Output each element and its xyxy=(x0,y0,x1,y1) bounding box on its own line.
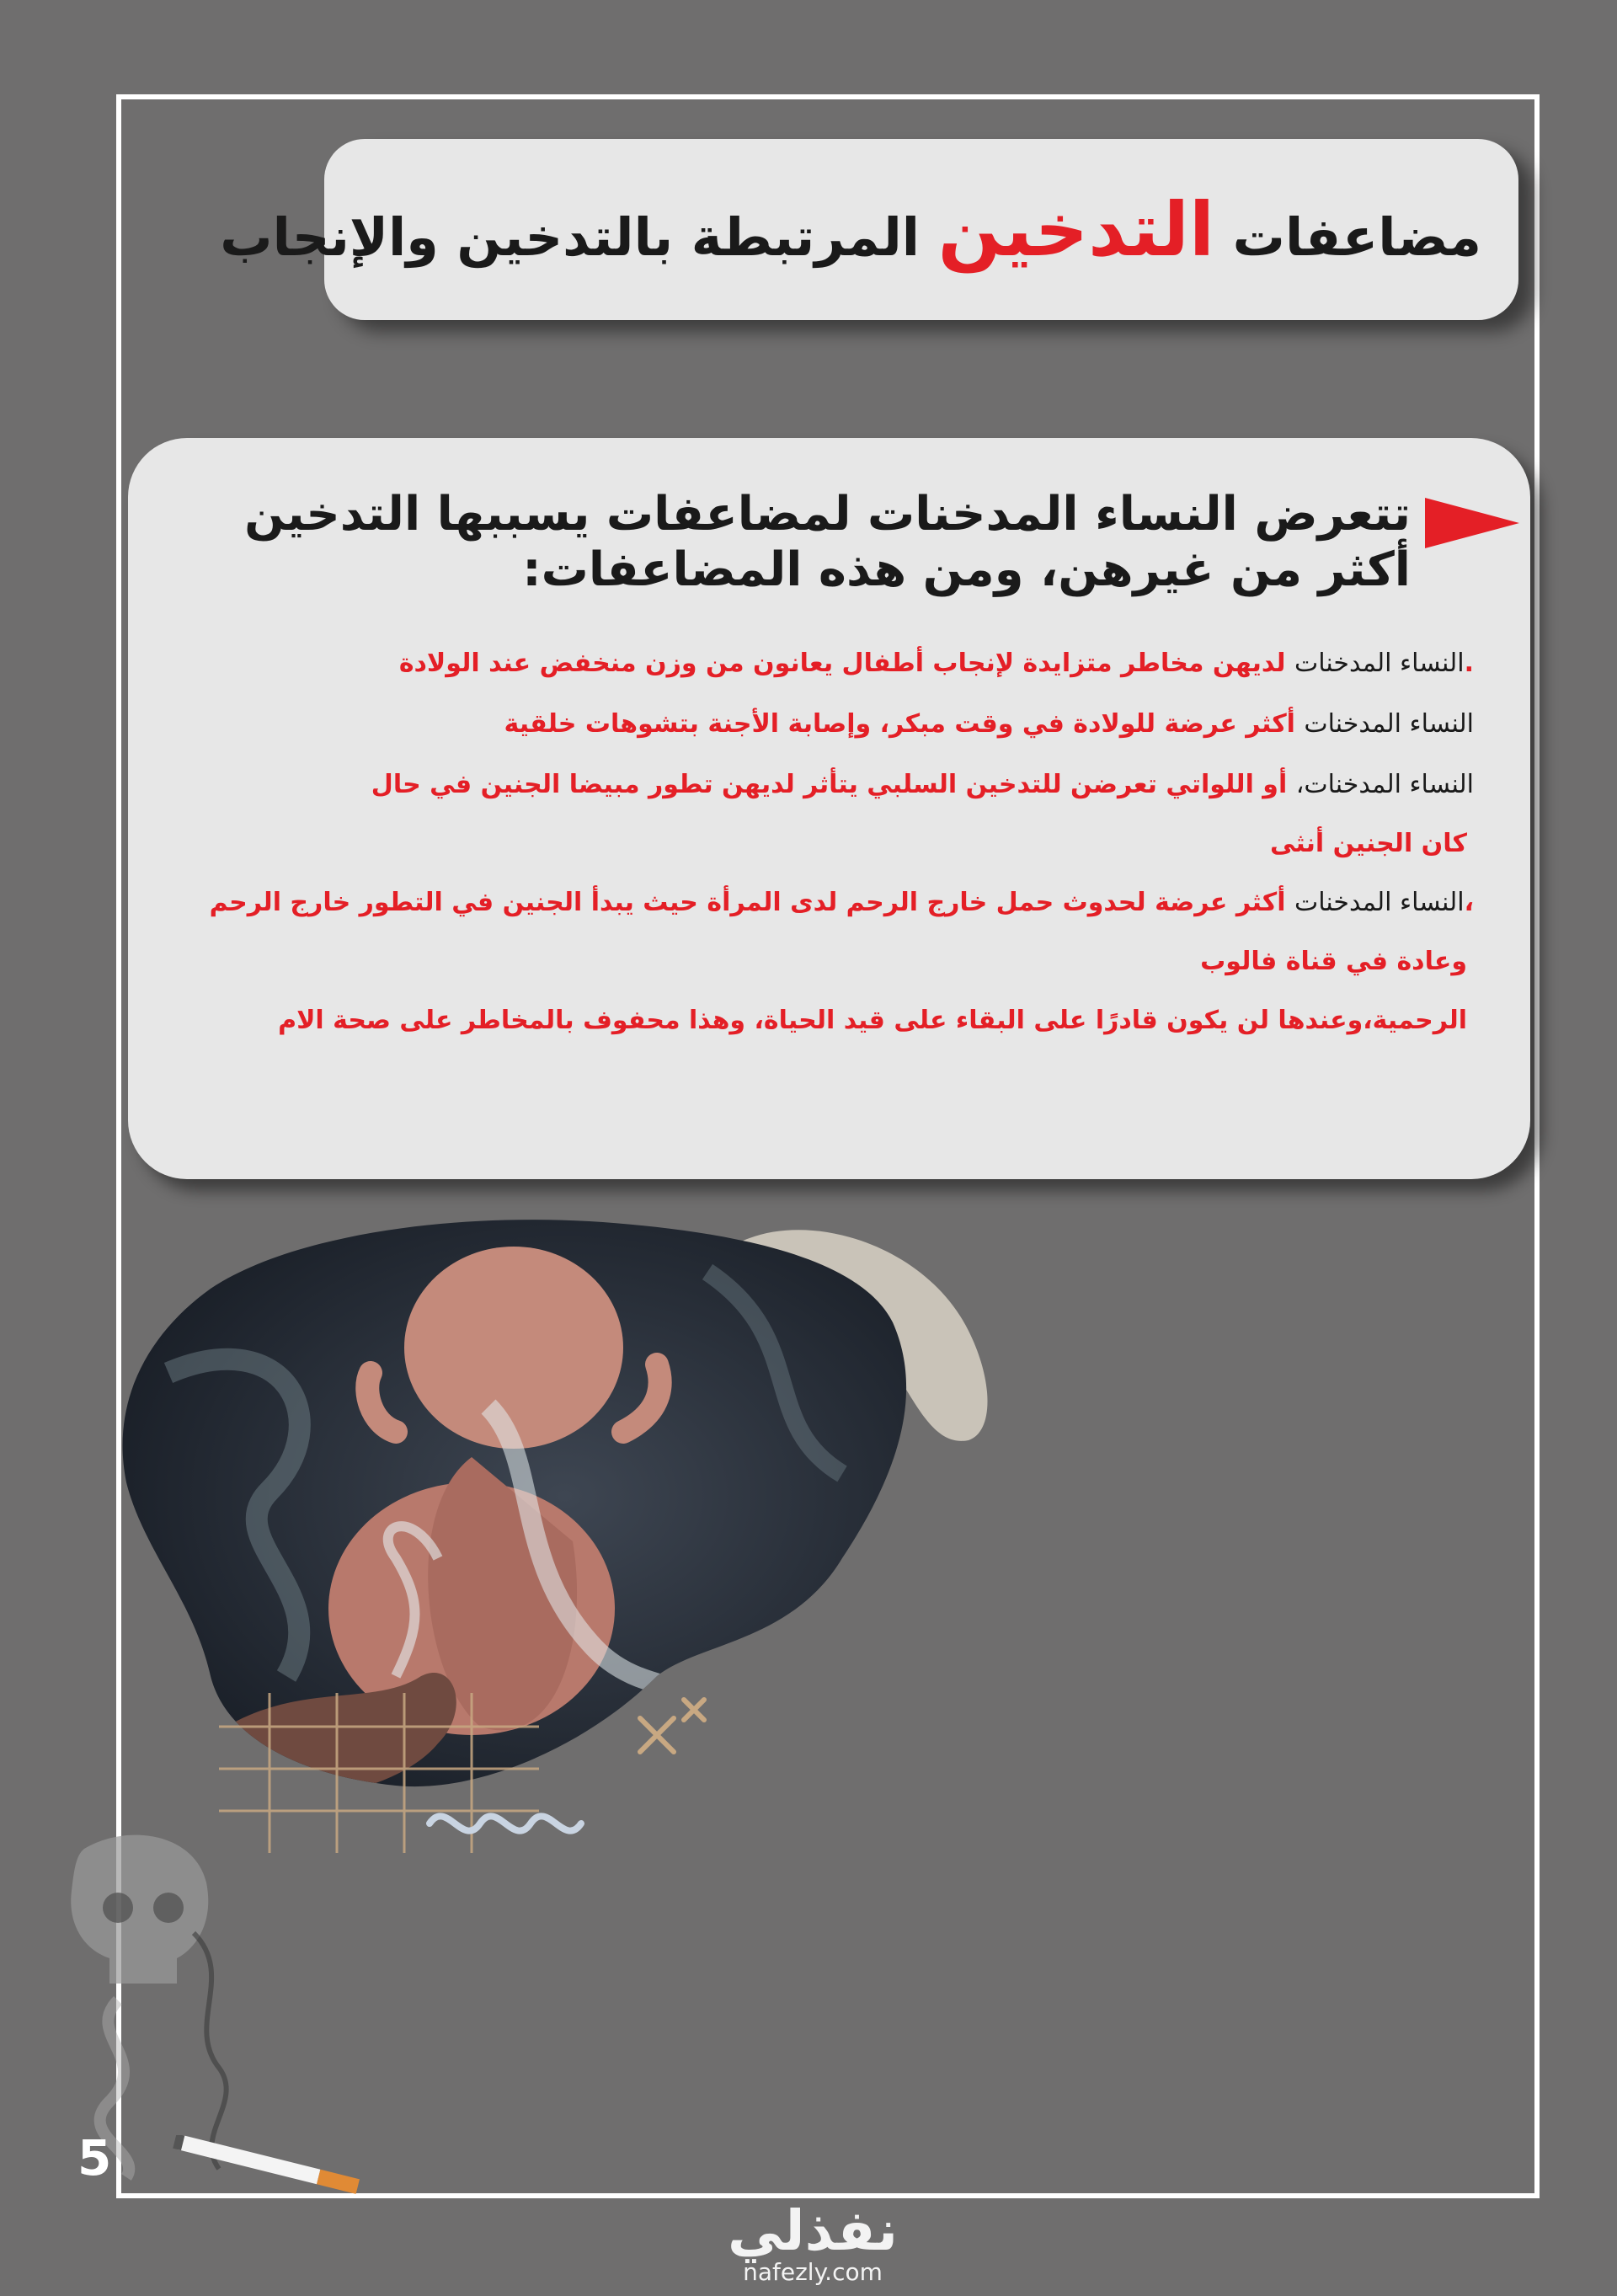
title-start: مضاعفات xyxy=(1232,206,1481,268)
list-item: .النساء المدخنات لديهن مخاطر متزايدة لإنجاب أطفال يعانون من وزن منخفض عند الولادة xyxy=(398,649,1474,678)
list-item: وعادة في قناة فالوب xyxy=(1200,947,1467,976)
list-item: الرحمية،وعندها لن يكون قادرًا على البقاء على قيد الحياة، وهذا محفوف بالمخاطر على صحة الام xyxy=(278,1006,1467,1035)
title-card xyxy=(220,139,1518,320)
logo-arabic: نفذلي xyxy=(728,2198,898,2263)
nafezly-logo xyxy=(716,2198,910,2286)
fetus-smoking-image xyxy=(118,1204,1011,1853)
page-title xyxy=(220,186,1481,273)
list-item: ،النساء المدخنات أكثر عرضة لحدوث حمل خارج الرحم لدى المرأة حيث يبدأ الجنين في التطور خارج الرحم xyxy=(209,888,1474,917)
title-highlight: التدخين xyxy=(937,186,1215,273)
cigarette-icon xyxy=(168,2135,371,2194)
page-number: 5 xyxy=(77,2129,112,2187)
title-end: المرتبطة بالتدخين والإنجاب xyxy=(220,206,920,268)
list-item: كان الجنين أنثى xyxy=(1269,829,1467,858)
intro-text: تتعرض النساء المدخنات لمضاعفات يسببها التدخين أكثر من غيرهن، ومن هذه المضاعفات: xyxy=(244,487,1411,597)
bullet-triangle-icon xyxy=(1425,498,1519,548)
list-item: النساء المدخنات أكثر عرضة للولادة في وقت مبكر، وإصابة الأجنة بتشوهات خلقية xyxy=(504,709,1474,739)
logo-latin: nafezly.com xyxy=(743,2258,883,2286)
list-item: النساء المدخنات، أو اللواتي تعرضن للتدخين السلبي يتأثر لديهن تطور مبيضا الجنين في حال xyxy=(371,770,1474,799)
